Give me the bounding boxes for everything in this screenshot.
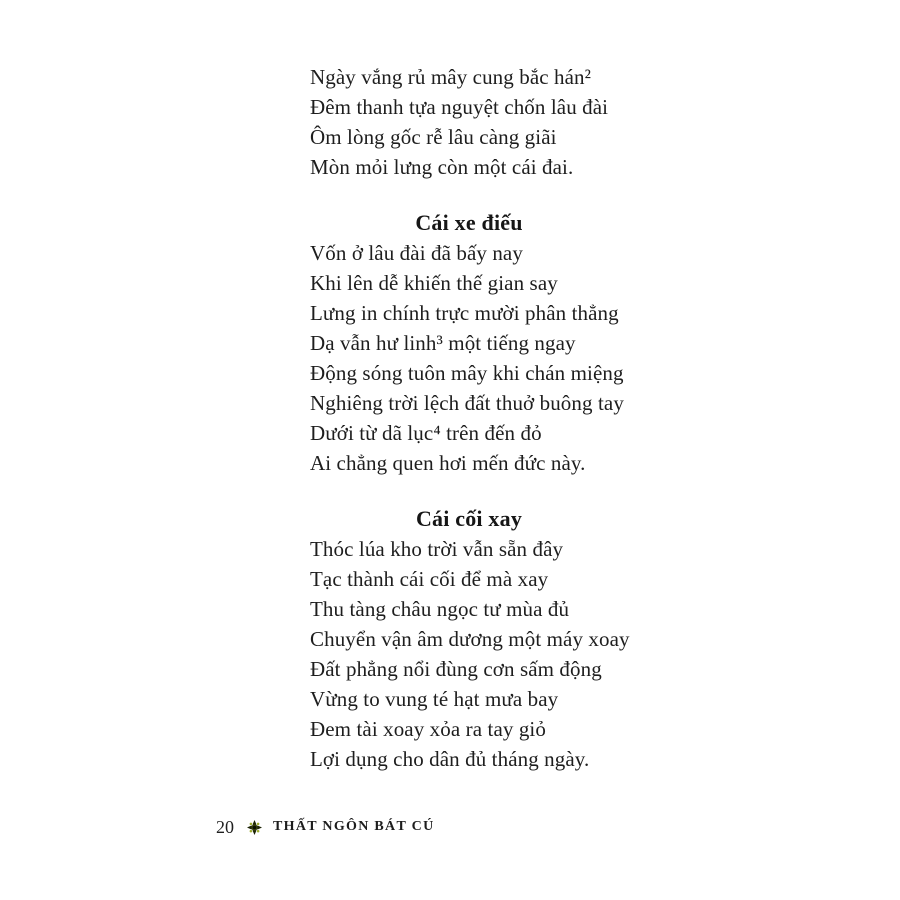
poem-line: Ai chẳng quen hơi mến đức này.: [310, 451, 586, 475]
poem-line: Lợi dụng cho dân đủ tháng ngày.: [310, 747, 590, 771]
poem-line: Tạc thành cái cối để mà xay: [310, 567, 549, 591]
page-number: 20: [216, 816, 234, 837]
poem-line: Ôm lòng gốc rễ lâu càng giãi: [310, 125, 557, 149]
poem-line: Động sóng tuôn mây khi chán miệng: [310, 361, 624, 385]
poem-stanza: [310, 504, 628, 774]
poem-title: Cái cối xay: [415, 506, 523, 531]
poem-stanza: [310, 208, 628, 478]
poem-line: Đem tài xoay xỏa ra tay giỏ: [310, 717, 546, 741]
page-footer: [216, 813, 434, 841]
poem-line: Chuyển vận âm dương một máy xoay: [310, 627, 630, 651]
section-title: THẤT NGÔN BÁT CÚ: [273, 819, 435, 834]
flower-ornament-icon: [247, 820, 262, 835]
poem-line: Vốn ở lâu đài đã bấy nay: [310, 241, 523, 265]
poem-line: Dưới từ dã lục⁴ trên đến đỏ: [310, 421, 542, 445]
poem-line: Ngày vắng rủ mây cung bắc hán²: [310, 65, 592, 89]
poem-line: Dạ vẫn hư linh³ một tiếng ngay: [310, 331, 576, 355]
poem-line: Nghiêng trời lệch đất thuở buông tay: [310, 391, 624, 415]
poem-line: Thu tàng châu ngọc tư mùa đủ: [310, 597, 570, 621]
poem-line: Lưng in chính trực mười phân thẳng: [310, 301, 619, 325]
poem-title: Cái xe điếu: [415, 210, 523, 235]
poem-line: Khi lên dễ khiến thế gian say: [310, 271, 558, 295]
poem-line: Vừng to vung té hạt mưa bay: [310, 687, 559, 711]
poem-line: Mòn mỏi lưng còn một cái đai.: [310, 155, 574, 179]
poem-stanza: [310, 62, 628, 182]
poem-line: Đêm thanh tựa nguyệt chốn lâu đài: [310, 95, 609, 119]
poem-line: Thóc lúa kho trời vẫn sẵn đây: [310, 537, 564, 561]
poem-line: Đất phẳng nổi đùng cơn sấm động: [310, 657, 602, 681]
poem-block: [310, 62, 628, 774]
